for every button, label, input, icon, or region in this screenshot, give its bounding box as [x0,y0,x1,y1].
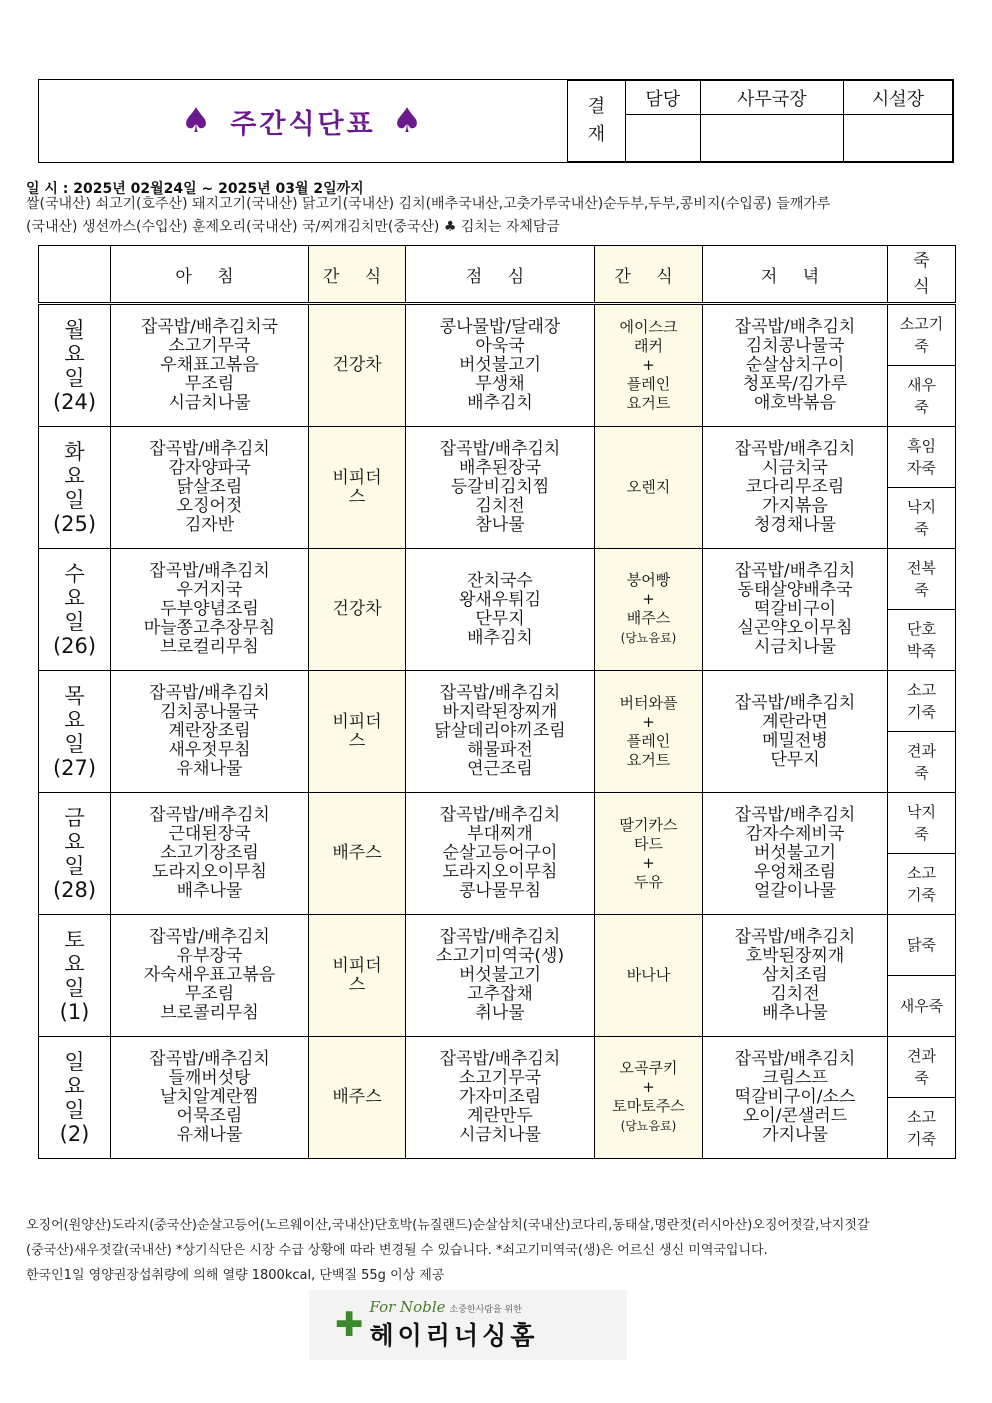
lunch-cell: 콩나물밥/달래장 아욱국 버섯불고기 무생채 배추김치 [406,304,595,427]
dinner-cell: 잡곡밥/배추김치 김치콩나물국 순살삼치구이 청포묵/김가루 애호박볶음 [703,304,888,427]
snack-pm-cell: 에이스크 래커 + 플레인 요거트 [595,304,703,427]
signature-box[interactable] [700,115,843,162]
porridge-cell: 흑임 자죽 [888,427,956,488]
snack-pm-cell: 딸기카스 타드 + 두유 [595,793,703,915]
porridge-cell: 새우 죽 [888,366,956,427]
footer-notes [26,1213,976,1288]
approver-in-charge: 담당 [626,81,701,115]
day-row [39,793,956,854]
origin-line: 쌀(국내산) 쇠고기(호주산) 돼지고기(국내산) 닭고기(국내산) 김치(배추국내산,고춧가루국내산)순두부,두부,콩비지(수입콩) 들깨가루 [26,196,831,212]
title-area [39,80,567,162]
porridge-cell: 낙지 죽 [888,488,956,549]
day-label: 화 요 일 (25) [39,427,111,549]
breakfast-cell: 잡곡밥/배추김치 우거지국 두부양념조림 마늘쫑고추장무침 브로컬리무침 [111,549,309,671]
day-label: 일 요 일 (2) [39,1037,111,1159]
breakfast-cell: 잡곡밥/배추김치 유부장국 자숙새우표고볶음 무조림 브로콜리무침 [111,915,309,1037]
day-row [39,549,956,610]
col-breakfast: 아 침 [111,246,309,304]
breakfast-cell: 잡곡밥/배추김치 근대된장국 소고기장조림 도라지오이무침 배추나물 [111,793,309,915]
dinner-cell: 잡곡밥/배추김치 크림스프 떡갈비구이/소스 오이/콘샐러드 가지나물 [703,1037,888,1159]
snack-pm-cell: 붕어빵 + 배주스 (당뇨음료) [595,549,703,671]
lunch-cell: 잡곡밥/배추김치 바지락된장찌개 닭살데리야끼조림 해물파전 연근조림 [406,671,595,793]
lunch-cell: 잡곡밥/배추김치 소고기미역국(생) 버섯불고기 고추잡채 취나물 [406,915,595,1037]
spade-icon: ♠ [180,101,215,141]
approver-facility-head: 시설장 [843,81,952,115]
snack-am-cell: 배주스 [309,793,406,915]
porridge-cell: 전복 죽 [888,549,956,610]
signature-box[interactable] [626,115,701,162]
spade-icon: ♠ [391,101,426,141]
porridge-cell: 단호 박죽 [888,610,956,671]
footer-line: 한국인1일 영양권장섭취량에 의해 열량 1800kcal, 단백질 55g 이상 제공 [26,1268,445,1283]
header-box [38,79,954,163]
porridge-cell: 견과 죽 [888,1037,956,1098]
col-snack-am: 간 식 [309,246,406,304]
menu-body [39,304,956,1159]
lunch-cell: 잡곡밥/배추김치 배추된장국 등갈비김치찜 김치전 참나물 [406,427,595,549]
approval-table [567,80,953,162]
lunch-cell: 잡곡밥/배추김치 부대찌개 순살고등어구이 도라지오이무침 콩나물무침 [406,793,595,915]
page-title: 주간식단표 [230,108,376,140]
logo-english-text: For Noble [369,1298,446,1316]
porridge-cell: 견과 죽 [888,732,956,793]
breakfast-cell: 잡곡밥/배추김치국 소고기무국 우채표고볶음 무조림 시금치나물 [111,304,309,427]
snack-am-cell: 비피더 스 [309,427,406,549]
porridge-cell: 소고 기죽 [888,671,956,732]
porridge-cell: 낙지 죽 [888,793,956,854]
corner-cell [39,246,111,304]
breakfast-cell: 잡곡밥/배추김치 감자양파국 닭살조림 오징어젓 김자반 [111,427,309,549]
snack-pm-cell: 오렌지 [595,427,703,549]
logo-tagline: 소중한사람을 위한 [449,1305,522,1315]
dinner-cell: 잡곡밥/배추김치 시금치국 코다리무조림 가지볶음 청경채나물 [703,427,888,549]
porridge-cell: 새우죽 [888,976,956,1037]
footer-line: 오징어(원양산)도라지(중국산)순살고등어(노르웨이산,국내산)단호박(뉴질랜드)순살삼치(국내산)코다리,동태살,명란젓(러시아산)오징어젓갈,낙지젓갈 [26,1218,870,1233]
breakfast-cell: 잡곡밥/배추김치 들깨버섯탕 날치알계란찜 어묵조림 유채나물 [111,1037,309,1159]
dinner-cell: 잡곡밥/배추김치 감자수제비국 버섯불고기 우엉채조림 얼갈이나물 [703,793,888,915]
logo-english [370,1298,539,1316]
snack-am-cell: 비피더 스 [309,915,406,1037]
snack-am-cell: 건강차 [309,304,406,427]
logo-korean: 헤이리너싱홈 [369,1321,539,1350]
day-row [39,671,956,732]
menu-table [38,245,956,1159]
origin-notes [26,193,976,239]
approver-secretary-general: 사무국장 [700,81,843,115]
snack-pm-cell: 오곡쿠키 + 토마토주스 (당뇨음료) [595,1037,703,1159]
porridge-cell: 소고 기죽 [888,854,956,915]
day-label: 수 요 일 (26) [39,549,111,671]
snack-pm-cell: 버터와플 + 플레인 요거트 [595,671,703,793]
col-porridge: 죽 식 [888,246,956,304]
signature-box[interactable] [843,115,952,162]
period-text: 일 시 : 2025년 02월24일 ~ 2025년 03월 2일까지 [26,181,364,197]
approval-label: 결 재 [568,81,626,162]
day-row [39,915,956,976]
snack-am-cell: 비피더 스 [309,671,406,793]
porridge-cell: 소고기 죽 [888,304,956,366]
leaf-cross-icon: ✚ [335,1305,364,1345]
day-label: 금 요 일 (28) [39,793,111,915]
snack-pm-cell: 바나나 [595,915,703,1037]
day-label: 목 요 일 (27) [39,671,111,793]
snack-am-cell: 배주스 [309,1037,406,1159]
logo [309,1290,627,1360]
snack-am-cell: 건강차 [309,549,406,671]
day-row [39,304,956,366]
col-snack-pm: 간 식 [595,246,703,304]
col-lunch: 점 심 [406,246,595,304]
dinner-cell: 잡곡밥/배추김치 호박된장찌개 삼치조림 김치전 배추나물 [703,915,888,1037]
dinner-cell: 잡곡밥/배추김치 동태살양배추국 떡갈비구이 실곤약오이무침 시금치나물 [703,549,888,671]
col-dinner: 저 녁 [703,246,888,304]
porridge-cell: 닭죽 [888,915,956,976]
dinner-cell: 잡곡밥/배추김치 계란라면 메밀전병 단무지 [703,671,888,793]
day-label: 토 요 일 (1) [39,915,111,1037]
day-row [39,1037,956,1098]
footer-line: (중국산)새우젓갈(국내산) *상기식단은 시장 수급 상황에 따라 변경될 수 있습니다. *쇠고기미역국(생)은 어르신 생신 미역국입니다. [26,1243,768,1258]
lunch-cell: 잔치국수 왕새우튀김 단무지 배추김치 [406,549,595,671]
origin-line: (국내산) 생선까스(수입산) 훈제오리(국내산) 국/찌개김치만(중국산) ♣ 김치는 자체담금 [26,219,560,235]
day-label: 월 요 일 (24) [39,304,111,427]
day-row [39,427,956,488]
breakfast-cell: 잡곡밥/배추김치 김치콩나물국 계란장조림 새우젓무침 유채나물 [111,671,309,793]
porridge-cell: 소고 기죽 [888,1098,956,1159]
lunch-cell: 잡곡밥/배추김치 소고기무국 가자미조림 계란만두 시금치나물 [406,1037,595,1159]
